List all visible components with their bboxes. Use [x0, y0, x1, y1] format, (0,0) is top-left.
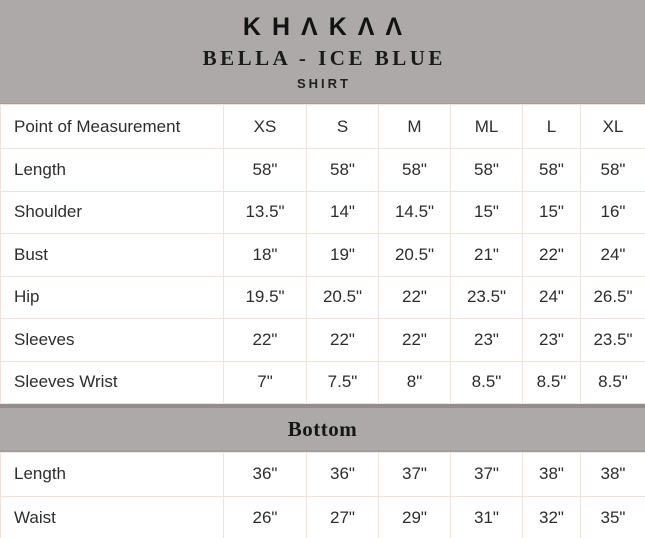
size-value-cell: 19.5" — [224, 276, 307, 319]
row-label-bottom-length: Length — [1, 453, 224, 497]
size-value-cell: 21" — [451, 234, 523, 277]
size-value-cell: 26.5" — [581, 276, 645, 319]
table-row — [1, 276, 645, 319]
size-value-cell: 35" — [581, 496, 645, 538]
size-value-cell: 23" — [451, 319, 523, 362]
table-row — [1, 149, 645, 192]
brand-header — [0, 0, 645, 104]
table-row — [1, 319, 645, 362]
size-value-cell: 26" — [224, 496, 307, 538]
size-value-cell: 8.5" — [451, 361, 523, 404]
size-value-cell: 38" — [523, 453, 581, 497]
bottom-measurements-table — [0, 452, 645, 538]
row-label-length: Length — [1, 149, 224, 192]
size-value-cell: 58" — [523, 149, 581, 192]
column-header-xl: XL — [581, 105, 645, 149]
size-value-cell: 22" — [379, 276, 451, 319]
product-title: BELLA - ICE BLUE — [202, 46, 446, 70]
column-header-l: L — [523, 105, 581, 149]
column-header-m: M — [379, 105, 451, 149]
size-value-cell: 20.5" — [307, 276, 379, 319]
size-value-cell: 22" — [307, 319, 379, 362]
column-header-s: S — [307, 105, 379, 149]
size-value-cell: 27" — [307, 496, 379, 538]
size-value-cell: 36" — [224, 453, 307, 497]
size-value-cell: 18" — [224, 234, 307, 277]
size-value-cell: 36" — [307, 453, 379, 497]
size-value-cell: 24" — [581, 234, 645, 277]
size-value-cell: 38" — [581, 453, 645, 497]
size-value-cell: 19" — [307, 234, 379, 277]
size-value-cell: 58" — [224, 149, 307, 192]
size-value-cell: 20.5" — [379, 234, 451, 277]
table-row — [1, 496, 645, 538]
size-value-cell: 8.5" — [581, 361, 645, 404]
size-value-cell: 58" — [379, 149, 451, 192]
table-row — [1, 453, 645, 497]
row-label-hip: Hip — [1, 276, 224, 319]
size-value-cell: 7" — [224, 361, 307, 404]
size-value-cell: 37" — [451, 453, 523, 497]
column-header-ml: ML — [451, 105, 523, 149]
size-value-cell: 31" — [451, 496, 523, 538]
row-label-shoulder: Shoulder — [1, 191, 224, 234]
shirt-measurements-table — [0, 104, 645, 404]
size-value-cell: 15" — [523, 191, 581, 234]
size-value-cell: 23.5" — [581, 319, 645, 362]
section-title: Bottom — [287, 416, 358, 441]
size-value-cell: 58" — [451, 149, 523, 192]
size-value-cell: 23" — [523, 319, 581, 362]
size-value-cell: 29" — [379, 496, 451, 538]
row-label-bust: Bust — [1, 234, 224, 277]
column-header-xs: XS — [224, 105, 307, 149]
size-value-cell: 58" — [307, 149, 379, 192]
size-value-cell: 14.5" — [379, 191, 451, 234]
size-value-cell: 58" — [581, 149, 645, 192]
size-value-cell: 22" — [523, 234, 581, 277]
size-value-cell: 23.5" — [451, 276, 523, 319]
size-value-cell: 37" — [379, 453, 451, 497]
size-value-cell: 13.5" — [224, 191, 307, 234]
size-value-cell: 14" — [307, 191, 379, 234]
size-value-cell: 16" — [581, 191, 645, 234]
size-value-cell: 7.5" — [307, 361, 379, 404]
size-value-cell: 32" — [523, 496, 581, 538]
size-value-cell: 22" — [379, 319, 451, 362]
column-header-point-of-measurement: Point of Measurement — [1, 105, 224, 149]
size-value-cell: 24" — [523, 276, 581, 319]
table-row — [1, 361, 645, 404]
table-row — [1, 191, 645, 234]
brand-logo: KHΛKΛΛ — [242, 13, 414, 41]
table-header-row — [1, 105, 645, 149]
size-value-cell: 8" — [379, 361, 451, 404]
table-row — [1, 234, 645, 277]
size-value-cell: 8.5" — [523, 361, 581, 404]
section-band-bottom — [0, 404, 645, 452]
row-label-waist: Waist — [1, 496, 224, 538]
row-label-sleeves-wrist: Sleeves Wrist — [1, 361, 224, 404]
row-label-sleeves: Sleeves — [1, 319, 224, 362]
product-type-label: SHIRT — [297, 76, 351, 91]
size-value-cell: 22" — [224, 319, 307, 362]
size-value-cell: 15" — [451, 191, 523, 234]
